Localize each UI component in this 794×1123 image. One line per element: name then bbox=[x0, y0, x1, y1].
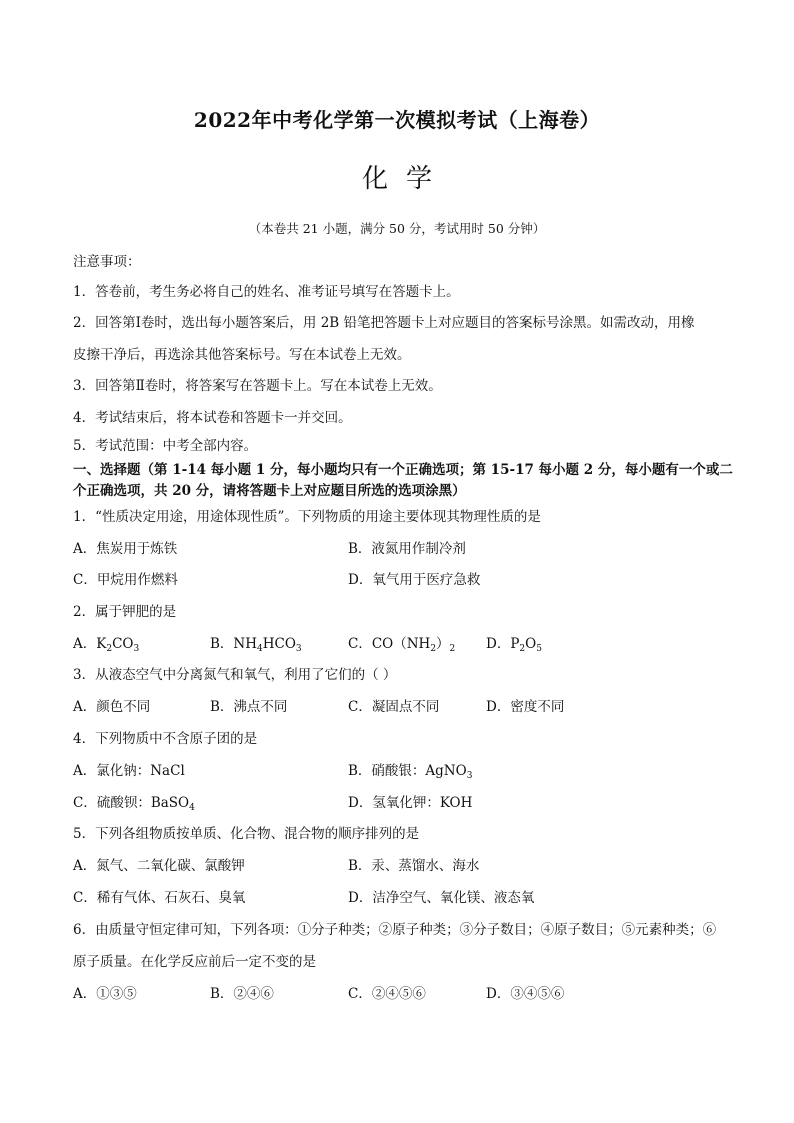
question-5-option-c: C．稀有气体、石灰石、臭氧 bbox=[73, 890, 246, 906]
exam-info: （本卷共 21 小题，满分 50 分，考试用时 50 分钟） bbox=[248, 221, 546, 236]
note-2-line-1: 2．回答第Ⅰ卷时，选出每小题答案后，用 2B 铅笔把答题卡上对应题目的答案标号涂黑。如需改动，用橡 bbox=[73, 315, 695, 331]
question-2-option-a: A．$K_2CO_3$ bbox=[73, 636, 140, 654]
page-title: 2022年中考化学第一次模拟考试（上海卷） bbox=[193, 108, 601, 132]
question-3-option-d: D．密度不同 bbox=[486, 699, 565, 715]
question-3-stem: 3．从液态空气中分离氮气和氧气，利用了它们的（ ） bbox=[73, 667, 397, 683]
question-4-option-b: B．硝酸银：AgNO$_3$ bbox=[348, 763, 473, 781]
question-6-stem-line-1: 6．由质量守恒定律可知，下列各项：①分子种类；②原子种类；③分子数目；④原子数目；⑤元素种类；⑥ bbox=[73, 922, 717, 938]
subject-heading: 化学 bbox=[361, 164, 450, 194]
question-6-option-c: C．②④⑤⑥ bbox=[348, 986, 426, 1002]
question-2-option-c: C．$CO(NH_2)_2$ bbox=[348, 636, 456, 654]
question-6-option-a: A．①③⑤ bbox=[73, 986, 137, 1002]
question-4-stem: 4．下列物质中不含原子团的是 bbox=[73, 731, 258, 747]
section-heading-line-1: 一、选择题（第 1-14 每小题 1 分，每小题均只有一个正确选项；第 15-17 每小题 2 分，每小题有一个或二 bbox=[73, 462, 733, 478]
question-5-stem: 5．下列各组物质按单质、化合物、混合物的顺序排列的是 bbox=[73, 826, 420, 842]
note-5: 5．考试范围：中考全部内容。 bbox=[73, 438, 258, 454]
question-2-option-b: B．$NH_4HCO_3$ bbox=[210, 636, 302, 654]
question-2-option-d: D．$P_2O_5$ bbox=[486, 636, 542, 654]
question-3-option-a: A．颜色不同 bbox=[73, 699, 151, 715]
notes-heading: 注意事项： bbox=[73, 254, 141, 270]
question-1-option-d: D．氧气用于医疗急救 bbox=[348, 572, 481, 588]
note-1: 1．答卷前，考生务必将自己的姓名、准考证号填写在答题卡上。 bbox=[73, 284, 460, 300]
question-6-option-d: D．③④⑤⑥ bbox=[486, 986, 565, 1002]
question-3-option-b: B．沸点不同 bbox=[210, 699, 288, 715]
question-4-option-c: C．硫酸钡：BaSO$_4$ bbox=[73, 795, 195, 813]
question-4-option-d: D．氢氧化钾：KOH bbox=[348, 795, 473, 811]
note-3: 3．回答第Ⅱ卷时，将答案写在答题卡上。写在本试卷上无效。 bbox=[73, 378, 442, 394]
question-1-option-a: A．焦炭用于炼铁 bbox=[73, 541, 178, 557]
question-5-option-a: A．氮气、二氧化碳、氯酸钾 bbox=[73, 858, 245, 874]
note-4: 4．考试结束后，将本试卷和答题卡一并交回。 bbox=[73, 410, 352, 426]
question-3-option-c: C．凝固点不同 bbox=[348, 699, 440, 715]
question-6-option-b: B．②④⑥ bbox=[210, 986, 274, 1002]
question-2-stem: 2．属于钾肥的是 bbox=[73, 604, 177, 620]
note-2-line-2: 皮擦干净后，再选涂其他答案标号。写在本试卷上无效。 bbox=[73, 347, 411, 363]
question-1-option-b: B．液氮用作制冷剂 bbox=[348, 541, 466, 557]
question-6-stem-line-2: 原子质量。在化学反应前后一定不变的是 bbox=[73, 954, 316, 970]
section-heading-line-2: 个正确选项，共 20 分，请将答题卡上对应题目所选的选项涂黑） bbox=[73, 483, 466, 499]
question-1-option-c: C．甲烷用作燃料 bbox=[73, 572, 178, 588]
question-5-option-b: B．汞、蒸馏水、海水 bbox=[348, 858, 480, 874]
question-5-option-d: D．洁净空气、氧化镁、液态氧 bbox=[348, 890, 535, 906]
question-4-option-a: A．氯化钠：NaCl bbox=[73, 763, 185, 779]
question-1-stem: 1．“性质决定用途，用途体现性质”。下列物质的用途主要体现其物理性质的是 bbox=[73, 509, 541, 525]
